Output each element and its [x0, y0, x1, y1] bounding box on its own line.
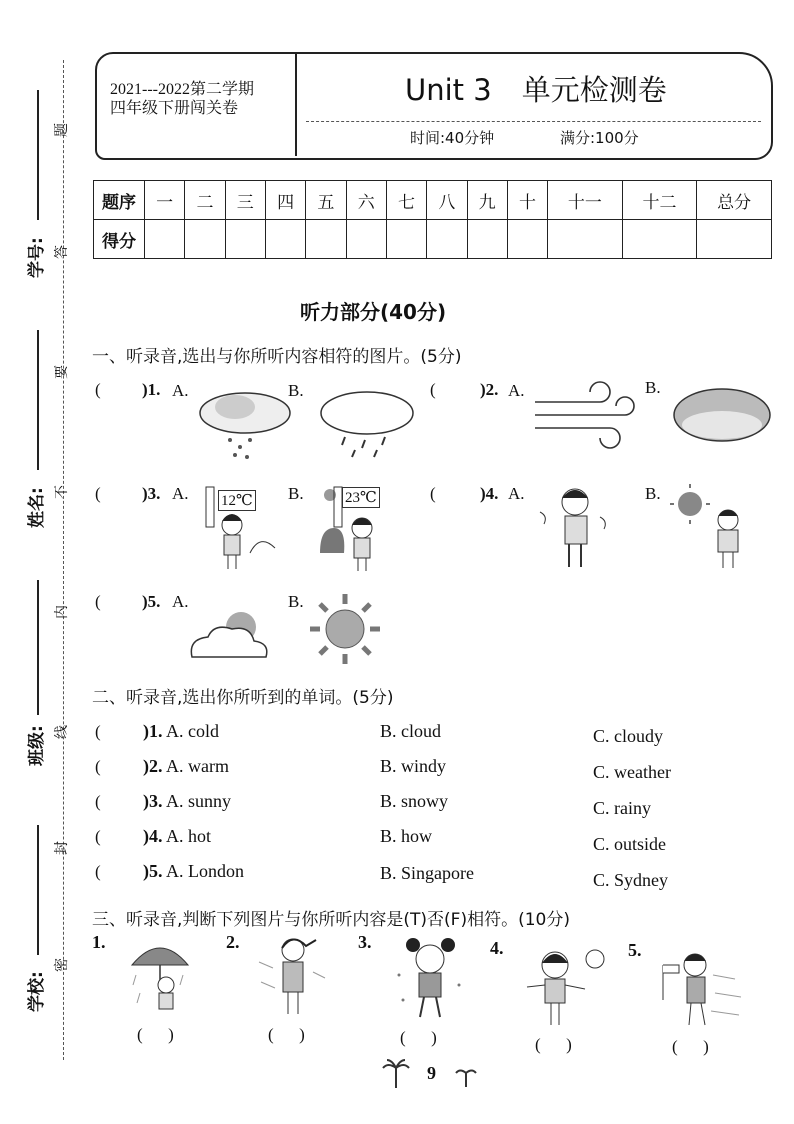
score-cell[interactable] [225, 220, 265, 259]
score-cell[interactable] [548, 220, 623, 259]
palm-tree-icon [382, 1058, 410, 1090]
row-label-score: 得分 [94, 220, 145, 259]
score-cell[interactable] [185, 220, 225, 259]
part3-item-number: 1. [92, 932, 106, 952]
answer-paren-3[interactable]: ( ) [400, 1028, 437, 1047]
part2-option-c: C. cloudy [593, 726, 663, 746]
sun-icon [308, 592, 382, 666]
score-cell[interactable] [346, 220, 386, 259]
score-cell[interactable] [265, 220, 305, 259]
hot-boy-picture [668, 482, 753, 572]
cold-girl-snow-picture [393, 935, 468, 1025]
temperature-a: 12℃ [218, 490, 256, 511]
score-cell[interactable] [427, 220, 467, 259]
name-line [37, 330, 39, 470]
question-number: )3. [142, 484, 161, 503]
option-b-label: B. [288, 484, 304, 503]
option-b-label: B. [645, 484, 661, 503]
cold-boy-picture [535, 482, 620, 572]
option-a-label: A. [508, 484, 525, 503]
option-a-label: A. [508, 381, 525, 400]
row-label-order: 题序 [94, 181, 145, 220]
option-a-label: A. [172, 484, 189, 503]
test-title: 单元检测卷 [521, 73, 667, 107]
part2-option-b: B. how [380, 826, 433, 846]
part2-row-5: )5. A. London [143, 861, 245, 881]
answer-paren-5[interactable]: ( ) [672, 1037, 709, 1056]
part2-heading: 二、听录音,选出你所听到的单词。(5分) [92, 688, 394, 708]
student-id-label: 学号: [27, 237, 47, 278]
answer-paren[interactable]: ( [95, 862, 101, 881]
palm-tree-icon [455, 1065, 477, 1089]
part3-item-number: 4. [490, 938, 504, 958]
answer-paren[interactable]: ( [95, 757, 101, 776]
umbrella-rain-picture [128, 935, 193, 1020]
question-number: )2. [480, 380, 499, 399]
part3-item-number: 2. [226, 932, 240, 952]
part2-option-c: C. Sydney [593, 870, 669, 890]
col-10: 十 [507, 181, 547, 220]
answer-paren-4[interactable]: ( ) [535, 1035, 572, 1054]
question-number: )1. [142, 380, 161, 399]
score-table-header-row [94, 181, 772, 220]
answer-paren[interactable]: ( [95, 484, 101, 503]
seal-char-2: 答 [54, 245, 70, 259]
cloud-icon [670, 380, 775, 450]
name-label: 姓名: [27, 487, 47, 528]
part3-heading: 三、听录音,判断下列图片与你所听内容是(T)否(F)相符。(10分) [92, 910, 570, 930]
partly-cloudy-icon [186, 605, 276, 665]
part2-option-b: B. snowy [380, 791, 449, 811]
part2-row-3: )3. A. sunny [143, 791, 232, 811]
col-11: 十一 [548, 181, 623, 220]
col-7: 七 [386, 181, 426, 220]
score-cell[interactable] [386, 220, 426, 259]
question-number: )5. [142, 592, 161, 611]
wind-icon [530, 380, 640, 450]
school-line [37, 825, 39, 955]
part1-heading: 一、听录音,选出与你所听内容相符的图片。(5分) [92, 347, 462, 367]
col-4: 四 [265, 181, 305, 220]
seal-char-4: 不 [54, 485, 70, 499]
part2-option-b: B. windy [380, 756, 447, 776]
snow-cloud-icon [195, 385, 295, 465]
part2-row-1: )1. A. cold [143, 721, 220, 741]
part2-option-b: B. Singapore [380, 863, 474, 883]
part2-row-2: )2. A. warm [143, 756, 229, 776]
binding-cut-line [63, 60, 64, 1060]
part3-item-number: 3. [358, 932, 372, 952]
col-3: 三 [225, 181, 265, 220]
time-limit: 时间:40分钟 [410, 129, 495, 147]
option-a-label: A. [172, 381, 189, 400]
score-cell[interactable] [697, 220, 772, 259]
score-table-score-row [94, 220, 772, 259]
windy-girl-picture [255, 932, 330, 1022]
full-score: 满分:100分 [560, 129, 639, 147]
class-line [37, 580, 39, 715]
col-12: 十二 [622, 181, 697, 220]
col-8: 八 [427, 181, 467, 220]
listening-section-title: 听力部分(40分) [300, 300, 447, 324]
answer-paren[interactable]: ( [95, 592, 101, 611]
rain-cloud-icon [315, 385, 420, 460]
score-cell[interactable] [622, 220, 697, 259]
col-2: 二 [185, 181, 225, 220]
seal-char-3: 要 [54, 365, 70, 379]
col-6: 六 [346, 181, 386, 220]
student-id-line [37, 90, 39, 220]
score-cell[interactable] [467, 220, 507, 259]
score-cell[interactable] [306, 220, 346, 259]
option-b-label: B. [288, 592, 304, 611]
answer-paren[interactable]: ( [95, 722, 101, 741]
score-cell[interactable] [507, 220, 547, 259]
option-b-label: B. [288, 381, 304, 400]
school-label: 学校: [27, 971, 47, 1012]
answer-paren[interactable]: ( [95, 827, 101, 846]
score-cell[interactable] [145, 220, 185, 259]
answer-paren[interactable]: ( [95, 792, 101, 811]
col-total: 总分 [697, 181, 772, 220]
answer-paren[interactable]: ( [95, 380, 101, 399]
col-1: 一 [145, 181, 185, 220]
part2-row-4: )4. A. hot [143, 826, 212, 846]
question-number: )4. [480, 484, 499, 503]
page-number: 9 [427, 1063, 436, 1083]
term-info [110, 80, 254, 118]
seal-char-5: 内 [54, 605, 70, 619]
answer-paren-2[interactable]: ( ) [268, 1025, 305, 1044]
answer-paren[interactable]: ( [430, 380, 436, 399]
page-title [405, 68, 667, 109]
col-5: 五 [306, 181, 346, 220]
seal-char-6: 线 [54, 725, 70, 739]
option-b-label: B. [645, 378, 661, 397]
sunny-girl-picture [515, 945, 610, 1030]
answer-paren-1[interactable]: ( ) [137, 1025, 174, 1044]
seal-char-8: 密 [54, 958, 70, 972]
option-a-label: A. [172, 592, 189, 611]
part3-item-number: 5. [628, 940, 642, 960]
term-line-2: 四年级下册闯关卷 [110, 100, 239, 117]
seal-char-7: 封 [54, 841, 70, 855]
class-label: 班级: [27, 725, 47, 766]
part2-option-c: C. outside [593, 834, 667, 854]
answer-paren[interactable]: ( [430, 484, 436, 503]
part2-option-b: B. cloud [380, 721, 441, 741]
score-table [93, 180, 772, 259]
temperature-b: 23℃ [342, 487, 380, 508]
col-9: 九 [467, 181, 507, 220]
term-line-1: 2021---2022第二学期 [110, 81, 254, 98]
part2-option-c: C. weather [593, 762, 671, 782]
header-divider [306, 121, 761, 122]
seal-char-1: 题 [54, 123, 70, 137]
windy-boy-picture [655, 945, 745, 1030]
unit-label: Unit 3 [405, 73, 492, 107]
part2-option-c: C. rainy [593, 798, 651, 818]
